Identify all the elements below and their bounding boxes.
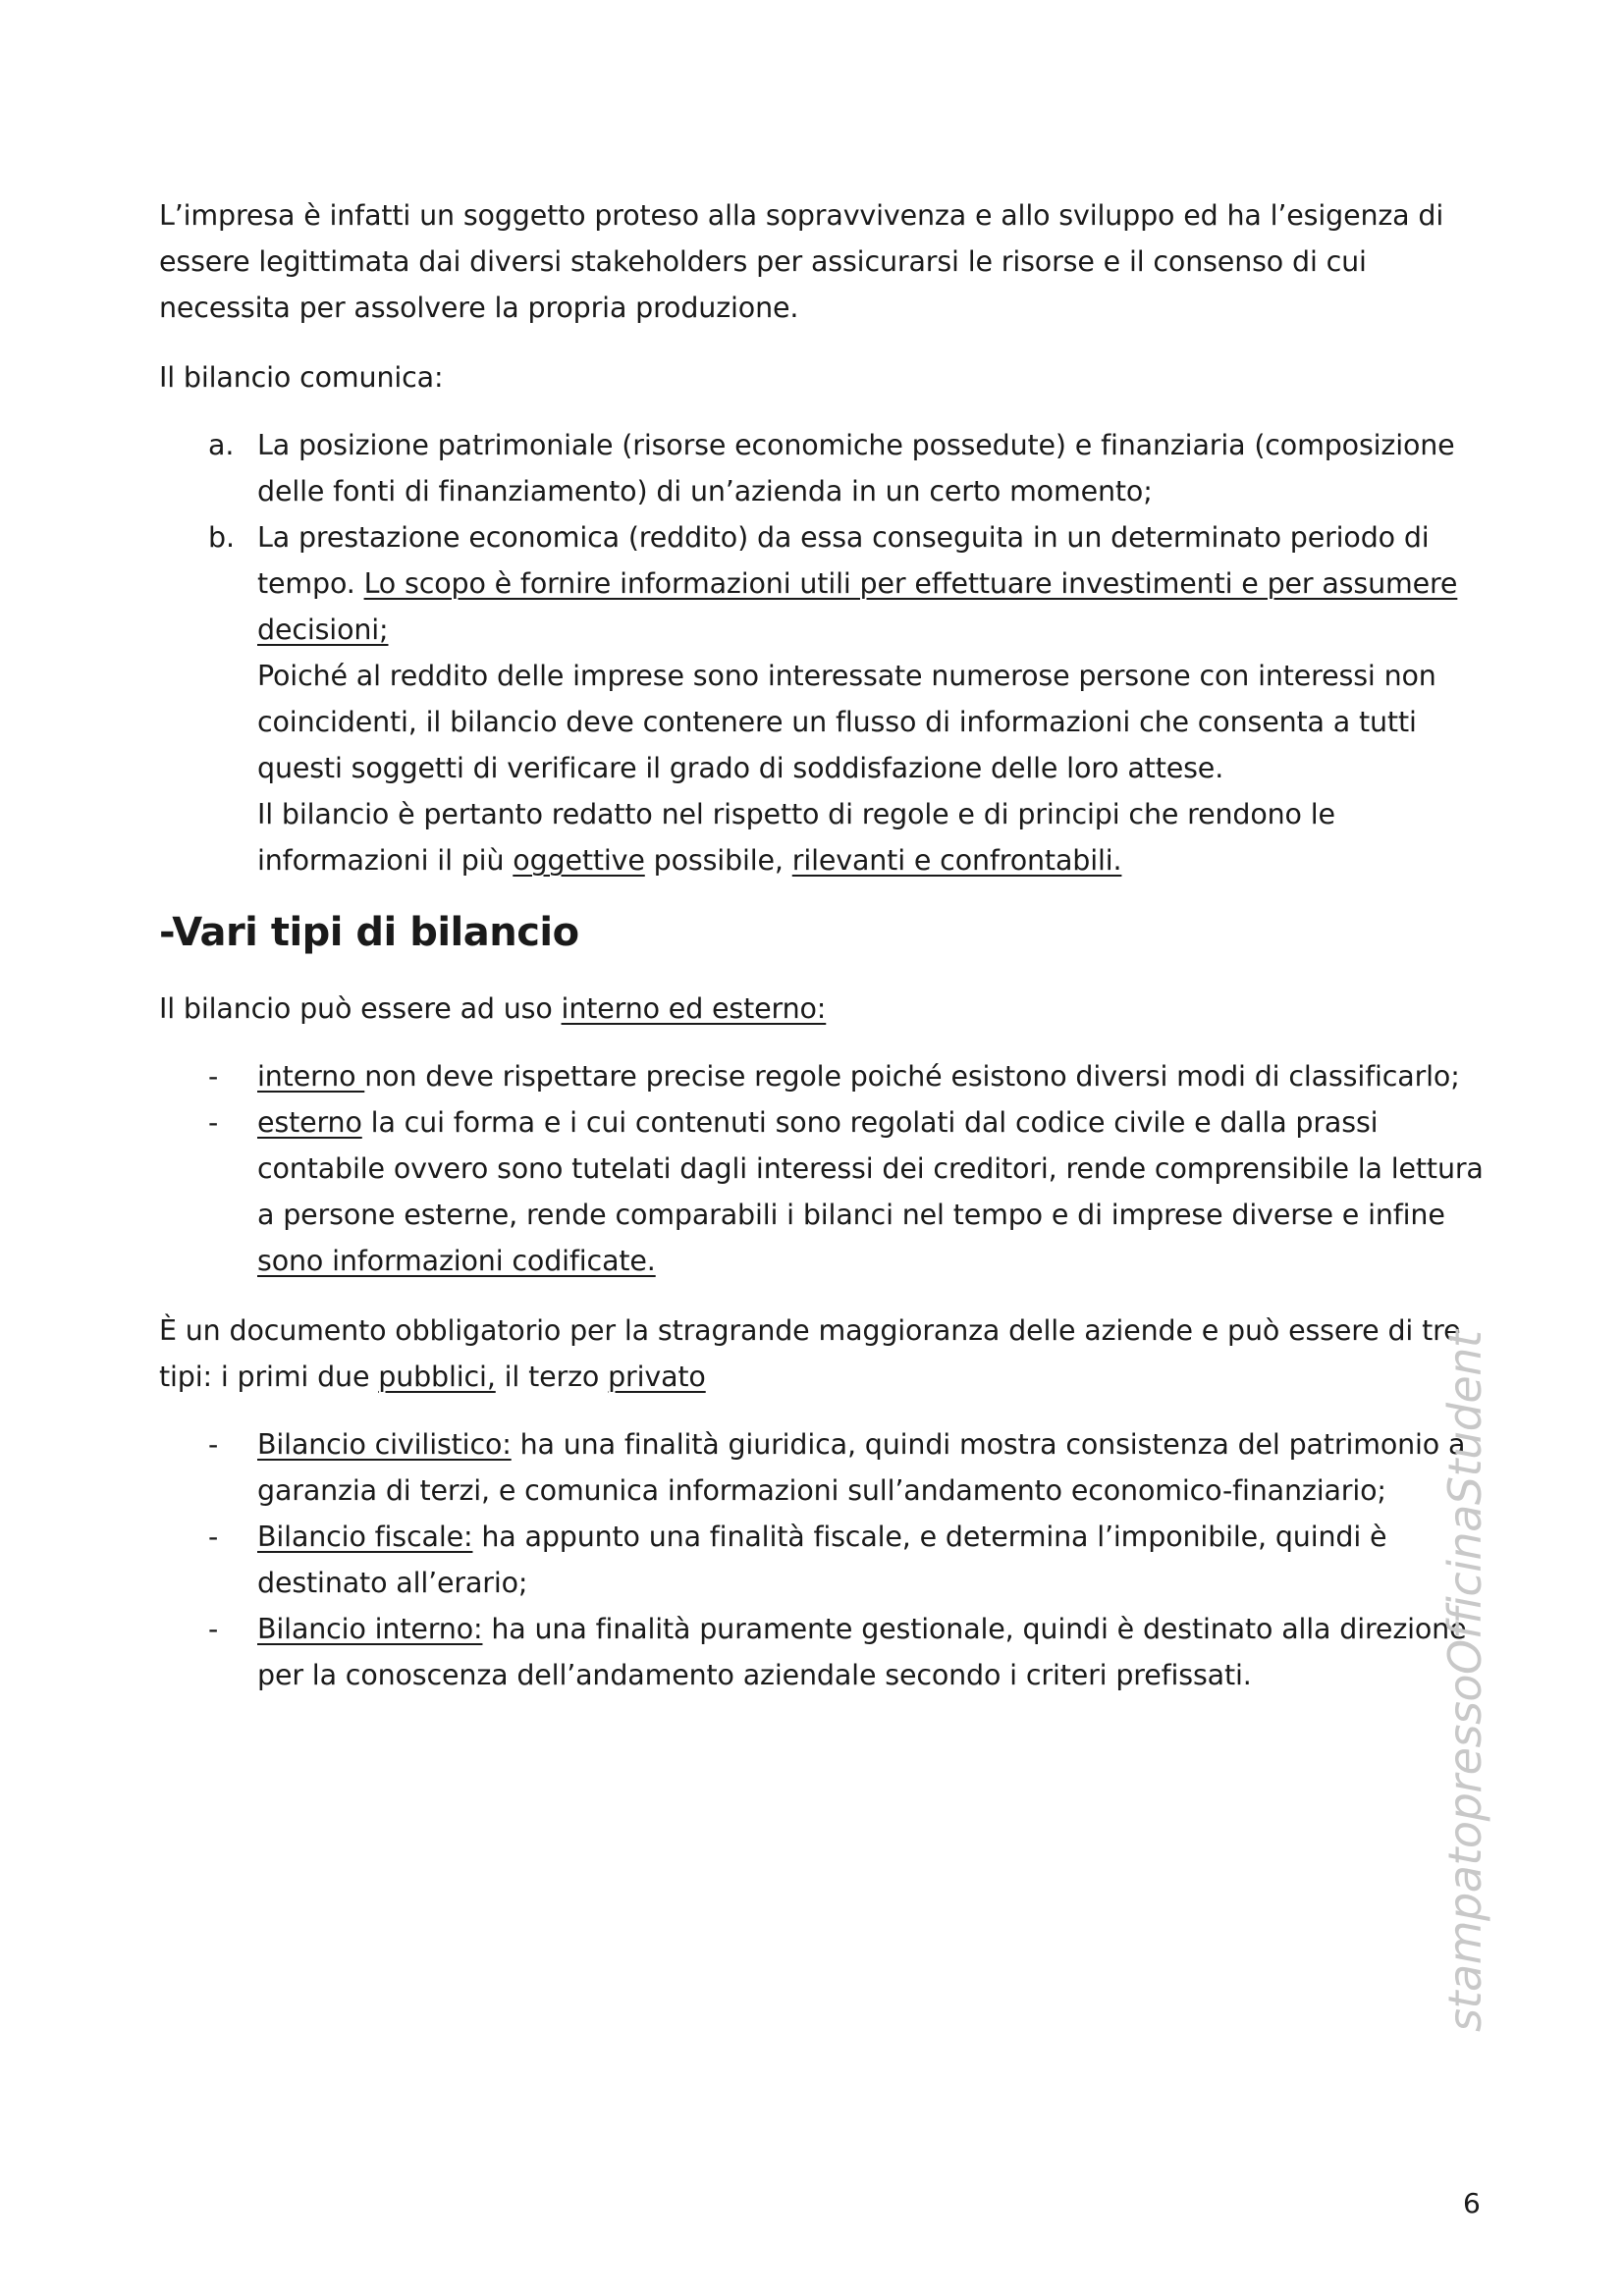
types-list — [159, 1421, 1494, 1698]
underlined-term: interno — [257, 1060, 365, 1093]
underlined-term: interno ed esterno: — [561, 992, 827, 1025]
list-marker: a. — [208, 429, 235, 461]
list-item-paragraph: possibile, — [644, 844, 792, 877]
underlined-term: Bilancio fiscale: — [257, 1521, 473, 1553]
types-lead-text: il terzo — [495, 1361, 609, 1393]
list-item-text: non deve rispettare precise regole poiché esistono diversi modi di classificarlo; — [364, 1060, 1460, 1093]
document-page — [159, 192, 1494, 1722]
list-marker: - — [208, 1060, 219, 1093]
list-item — [159, 1514, 1494, 1606]
list-item — [159, 1099, 1494, 1284]
underlined-term: sono informazioni codificate. — [257, 1245, 656, 1277]
underlined-term: Bilancio civilistico: — [257, 1428, 512, 1461]
uses-list — [159, 1053, 1494, 1284]
list-item-text: ha una finalità puramente gestionale, quindi è destinato alla direzione per la conoscenza dell’andamento aziendale secondo i criteri prefissati. — [257, 1613, 1467, 1691]
communicates-list — [159, 422, 1494, 883]
types-lead-text: È un documento obbligatorio per la stragrande maggioranza delle aziende e può essere di tre tipi: i primi due — [159, 1314, 1461, 1393]
print-watermark: stampatopressoOfficinaStudent — [1438, 1330, 1491, 2032]
underlined-purpose: Lo scopo è fornire informazioni utili per effettuare investimenti e per assumere decisioni; — [257, 567, 1458, 646]
underlined-term: privato — [608, 1361, 706, 1393]
intro-paragraph: L’impresa è infatti un soggetto proteso alla sopravvivenza e allo sviluppo ed ha l’esigenza di essere legittimata dai diversi stakeholders per assicurarsi le risorse e il consenso di cui necessita per assolvere la propria produzione. — [159, 199, 1444, 324]
list-marker: - — [208, 1428, 219, 1461]
list-item-text: La posizione patrimoniale (risorse economiche possedute) e finanziaria (composizione delle fonti di finanziamento) di un’azienda in un certo momento; — [257, 429, 1455, 507]
uses-lead-text: Il bilancio può essere ad uso — [159, 992, 562, 1025]
list-marker: - — [208, 1521, 219, 1553]
types-lead — [159, 1308, 1494, 1400]
uses-lead — [159, 986, 1494, 1032]
page-number: 6 — [1463, 2187, 1481, 2219]
list-item — [159, 422, 1494, 514]
list-item — [159, 1421, 1494, 1514]
list-item — [159, 1053, 1494, 1099]
underlined-term: oggettive — [513, 844, 645, 877]
list-marker: b. — [208, 521, 235, 554]
list-marker: - — [208, 1106, 219, 1139]
underlined-term: Bilancio interno: — [257, 1613, 483, 1645]
list-item-text: ha una finalità giuridica, quindi mostra consistenza del patrimonio a garanzia di terzi, e comunica informazioni sull’andamento economico-finanziario; — [257, 1428, 1466, 1507]
list-item-text: la cui forma e i cui contenuti sono regolati dal codice civile e dalla prassi contabile ovvero sono tutelati dagli interessi dei creditori, rende comprensibile la lettura a persone esterne, rende comparabili i bilanci nel tempo e di imprese diverse e infine — [257, 1106, 1484, 1231]
underlined-term: pubblici, — [378, 1361, 496, 1393]
underlined-term: rilevanti e confrontabili. — [791, 844, 1122, 877]
list-item — [159, 1606, 1494, 1698]
list-item-text: ha appunto una finalità fiscale, e determina l’imponibile, quindi è destinato all’erario; — [257, 1521, 1387, 1599]
list-marker: - — [208, 1613, 219, 1645]
list-item — [159, 514, 1494, 883]
communicates-lead: Il bilancio comunica: — [159, 361, 444, 394]
list-item-text: La prestazione economica (reddito) da essa conseguita in un determinato periodo di tempo. — [257, 521, 1430, 600]
list-item-paragraph: Il bilancio è pertanto redatto nel rispetto di regole e di principi che rendono le informazioni il più — [257, 798, 1335, 877]
underlined-term: esterno — [257, 1106, 362, 1139]
list-item-paragraph: Poiché al reddito delle imprese sono interessate numerose persone con interessi non coincidenti, il bilancio deve contenere un flusso di informazioni che consenta a tutti questi soggetti di verificare il grado di soddisfazione delle loro attese. — [257, 660, 1436, 784]
section-heading: -Vari tipi di bilancio — [159, 910, 579, 955]
